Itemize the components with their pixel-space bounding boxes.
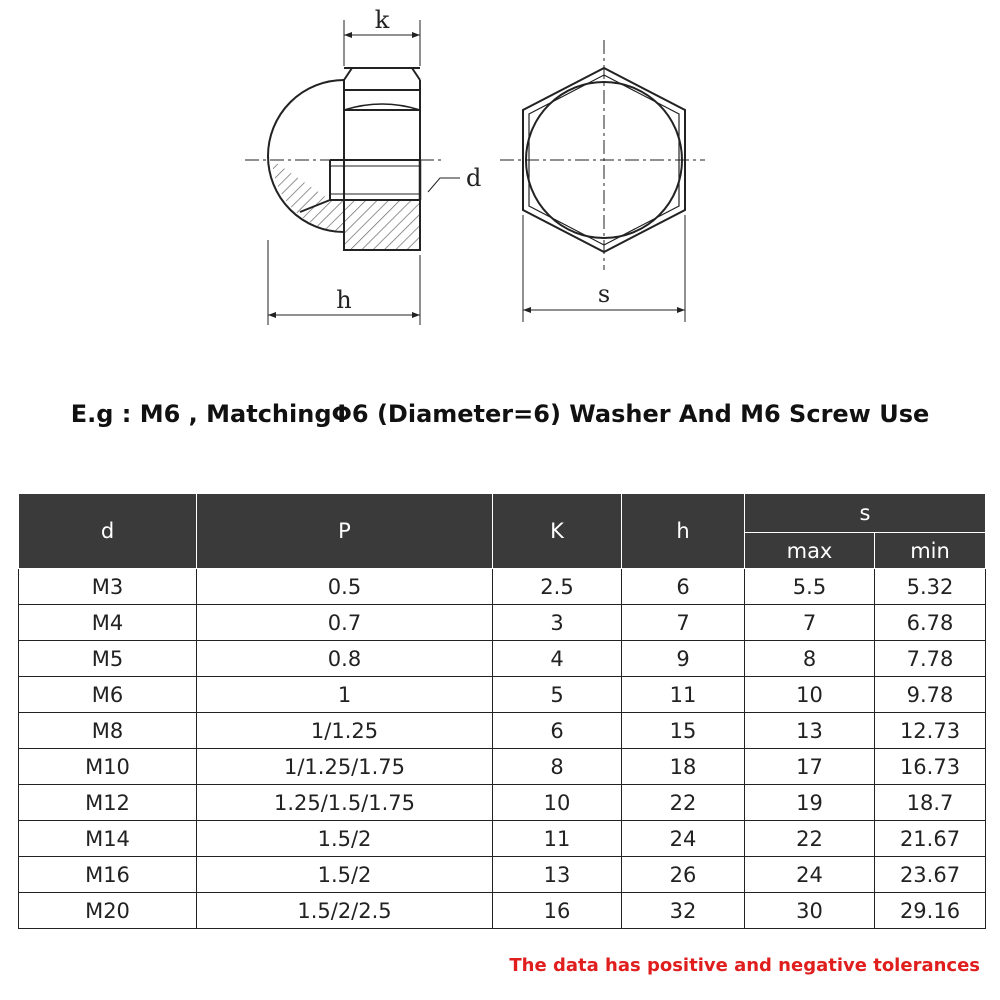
cell-k: 3 [493, 605, 622, 641]
table-body [19, 569, 986, 929]
cell-s-min: 21.67 [875, 821, 986, 857]
table-row [19, 785, 986, 821]
cell-d: M10 [19, 749, 197, 785]
header-s-min: min [875, 533, 986, 569]
cell-s-max: 30 [745, 893, 875, 929]
cell-p: 1.25/1.5/1.75 [197, 785, 493, 821]
cell-p: 1.5/2/2.5 [197, 893, 493, 929]
cell-d: M3 [19, 569, 197, 605]
header-s: s [745, 494, 986, 533]
cell-s-max: 17 [745, 749, 875, 785]
cell-s-min: 9.78 [875, 677, 986, 713]
cell-p: 0.5 [197, 569, 493, 605]
cell-p: 1.5/2 [197, 857, 493, 893]
cell-d: M14 [19, 821, 197, 857]
cell-s-min: 5.32 [875, 569, 986, 605]
cell-k: 11 [493, 821, 622, 857]
header-s-max: max [745, 533, 875, 569]
table-row [19, 641, 986, 677]
cell-d: M5 [19, 641, 197, 677]
cell-d: M20 [19, 893, 197, 929]
cell-k: 10 [493, 785, 622, 821]
cell-d: M6 [19, 677, 197, 713]
cell-h: 15 [622, 713, 745, 749]
cell-h: 32 [622, 893, 745, 929]
header-p: P [197, 494, 493, 569]
header-k: K [493, 494, 622, 569]
cell-s-max: 13 [745, 713, 875, 749]
label-d: d [466, 164, 482, 192]
cell-p: 0.8 [197, 641, 493, 677]
cell-h: 7 [622, 605, 745, 641]
cell-s-max: 19 [745, 785, 875, 821]
cell-s-min: 7.78 [875, 641, 986, 677]
cell-s-min: 18.7 [875, 785, 986, 821]
cell-s-min: 23.67 [875, 857, 986, 893]
cell-k: 2.5 [493, 569, 622, 605]
label-h: h [336, 286, 352, 314]
cell-d: M16 [19, 857, 197, 893]
cell-p: 1 [197, 677, 493, 713]
header-d: d [19, 494, 197, 569]
cell-s-min: 12.73 [875, 713, 986, 749]
cell-p: 1.5/2 [197, 821, 493, 857]
cell-h: 24 [622, 821, 745, 857]
cell-s-max: 10 [745, 677, 875, 713]
table-row [19, 605, 986, 641]
cell-k: 4 [493, 641, 622, 677]
cell-s-min: 6.78 [875, 605, 986, 641]
cell-s-min: 29.16 [875, 893, 986, 929]
usage-caption: E.g : M6 , MatchingΦ6 (Diameter=6) Washer And M6 Screw Use [70, 400, 930, 428]
header-h: h [622, 494, 745, 569]
cell-h: 18 [622, 749, 745, 785]
cell-k: 8 [493, 749, 622, 785]
cell-h: 26 [622, 857, 745, 893]
cell-s-min: 16.73 [875, 749, 986, 785]
cell-k: 5 [493, 677, 622, 713]
side-view [245, 20, 460, 325]
cell-s-max: 22 [745, 821, 875, 857]
table-row [19, 713, 986, 749]
cell-h: 9 [622, 641, 745, 677]
tolerance-note: The data has positive and negative tolerances [509, 955, 980, 976]
cell-p: 1/1.25/1.75 [197, 749, 493, 785]
cell-k: 6 [493, 713, 622, 749]
cell-d: M4 [19, 605, 197, 641]
section-hatch [272, 160, 420, 250]
cell-s-max: 5.5 [745, 569, 875, 605]
cell-d: M8 [19, 713, 197, 749]
cell-p: 1/1.25 [197, 713, 493, 749]
table-row [19, 677, 986, 713]
table-row [19, 893, 986, 929]
label-k: k [374, 6, 390, 34]
table-row [19, 569, 986, 605]
cell-k: 13 [493, 857, 622, 893]
table-row [19, 857, 986, 893]
dimension-table [18, 493, 986, 929]
cell-s-max: 7 [745, 605, 875, 641]
table-row [19, 821, 986, 857]
cell-d: M12 [19, 785, 197, 821]
cell-s-max: 8 [745, 641, 875, 677]
cell-h: 22 [622, 785, 745, 821]
table-row [19, 749, 986, 785]
cell-s-max: 24 [745, 857, 875, 893]
cap-nut-drawing [0, 0, 1000, 380]
cell-h: 11 [622, 677, 745, 713]
cell-h: 6 [622, 569, 745, 605]
cell-p: 0.7 [197, 605, 493, 641]
label-s: s [597, 280, 611, 308]
cell-k: 16 [493, 893, 622, 929]
